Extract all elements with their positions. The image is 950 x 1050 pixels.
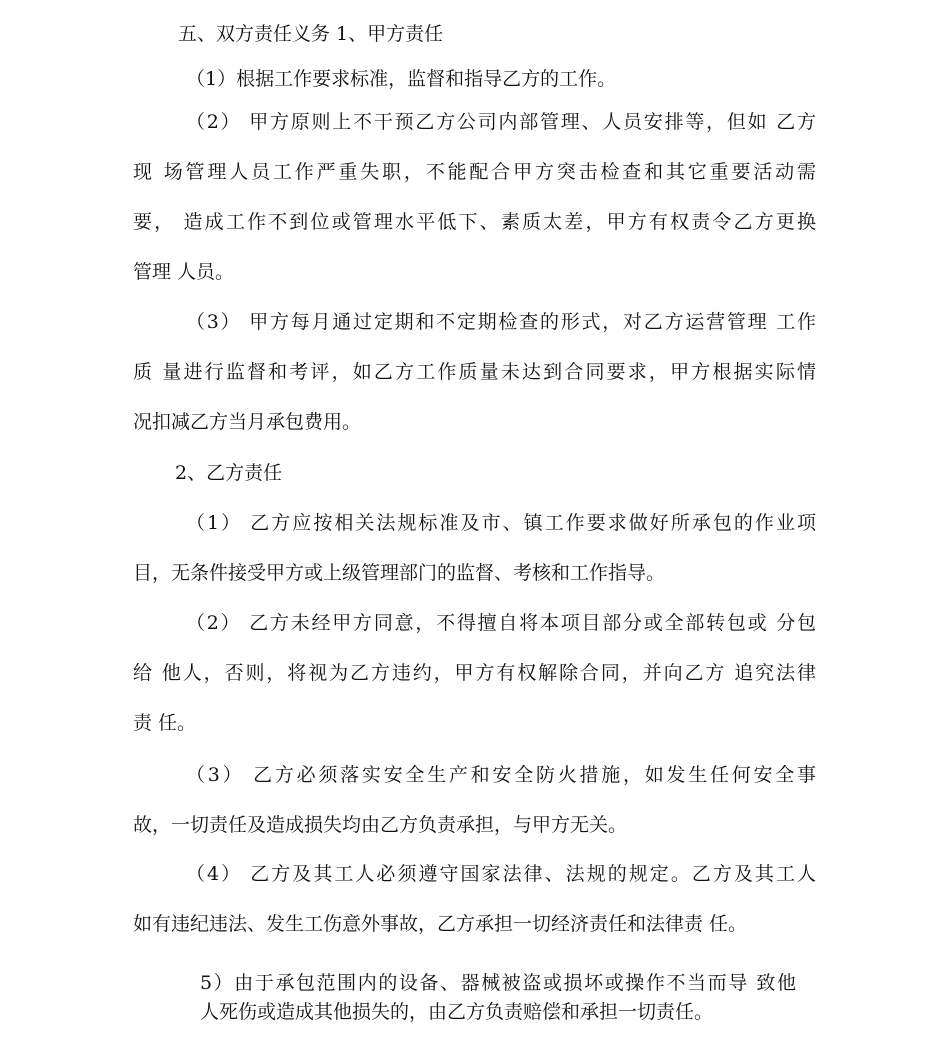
paragraph-b5-line1: 5）由于承包范围内的设备、器械被盗或损坏或操作不当而导 致他 [200, 972, 796, 994]
paragraph-a2-line3: 要， 造成工作不到位或管理水平低下、素质太差，甲方有权责令乙方更换 [133, 211, 816, 233]
paragraph-a3-line2: 质 量进行监督和考评，如乙方工作质量未达到合同要求，甲方根据实际情 [133, 361, 816, 383]
paragraph-a3-line1: （3） 甲方每月通过定期和不定期检查的形式，对乙方运营管理 工作 [186, 311, 816, 333]
section-heading-party-b: 2、乙方责任 [175, 462, 283, 484]
paragraph-a2-line1: （2） 甲方原则上不干预乙方公司内部管理、人员安排等，但如 乙方 [186, 111, 816, 133]
paragraph-a1: （1）根据工作要求标准，监督和指导乙方的工作。 [186, 68, 617, 90]
paragraph-b1-line2: 目，无条件接受甲方或上级管理部门的监督、考核和工作指导。 [133, 562, 666, 584]
paragraph-a3-line3: 况扣减乙方当月承包费用。 [133, 411, 362, 433]
paragraph-b2-line2: 给 他人，否则，将视为乙方违约，甲方有权解除合同，并向乙方 追究法律 [133, 662, 816, 684]
paragraph-b2-line3: 责 任。 [133, 712, 197, 734]
paragraph-b3-line2: 故，一切责任及造成损失均由乙方负责承担，与甲方无关。 [133, 814, 628, 836]
paragraph-a2-line2: 现 场管理人员工作严重失职，不能配合甲方突击检查和其它重要活动需 [133, 161, 816, 183]
section-heading-party-a: 五、双方责任义务 1、甲方责任 [178, 23, 444, 45]
paragraph-b1-line1: （1） 乙方应按相关法规标准及市、镇工作要求做好所承包的作业项 [186, 512, 816, 534]
paragraph-b5-line2: 人死伤或造成其他损失的，由乙方负责赔偿和承担一切责任。 [200, 1001, 714, 1023]
paragraph-b4-line2: 如有违纪违法、发生工伤意外事故，乙方承担一切经济责任和法律责 任。 [133, 913, 748, 935]
paragraph-b2-line1: （2） 乙方未经甲方同意，不得擅自将本项目部分或全部转包或 分包 [186, 612, 816, 634]
paragraph-b4-line1: （4） 乙方及其工人必须遵守国家法律、法规的规定。乙方及其工人 [186, 863, 816, 885]
paragraph-b3-line1: （3） 乙方必须落实安全生产和安全防火措施，如发生任何安全事 [186, 764, 816, 786]
paragraph-a2-line4: 管理 人员。 [133, 261, 235, 283]
